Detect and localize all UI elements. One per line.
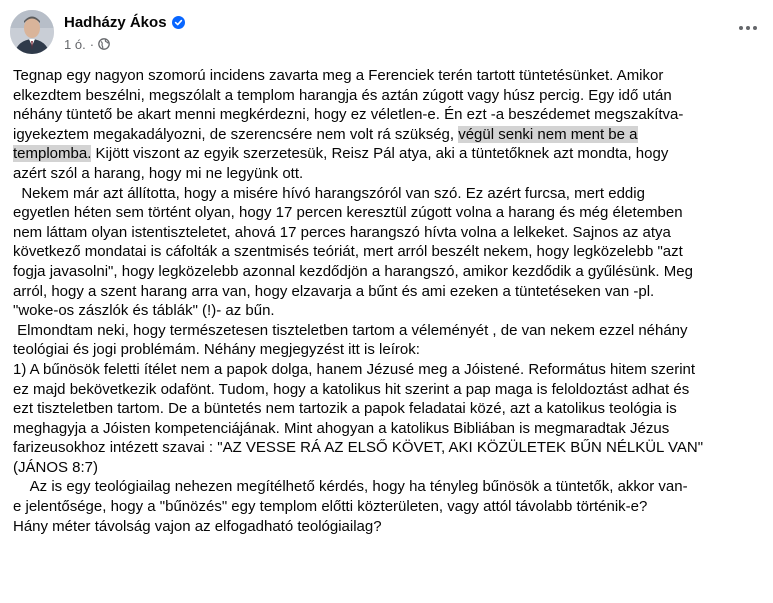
post-text: [13, 66, 765, 536]
post-time[interactable]: 1 ó.: [64, 36, 86, 52]
verified-badge-icon: [172, 16, 185, 29]
highlighted-text: végül senki nem ment be a templomba.: [13, 125, 638, 163]
author-block: [64, 12, 185, 54]
post-meta: [64, 34, 185, 54]
globe-icon: [98, 38, 110, 50]
post-header: [10, 10, 763, 56]
author-name[interactable]: Hadházy Ákos: [64, 13, 167, 31]
post-text-part-2: Kijött viszont az egyik szerzetesük, Reisz Pál atya, aki a tüntetőknek azt mondta, hogy azért szól a harang, hogy mi ne legyünk ott. Nekem már azt állította, hogy a misére hívó harangszóról van szó. Ez azért furcsa, mert eddig egyetlen héten sem történt olyan, hogy 17 percen keresztül zúgott volna a harang és még életemben nem láttam olyan istentiszteletet, ahová 17 perces harangszó hívta volna a lelkeket. Sajnos az atya következő mondatai is cáfolták a szentmisés teóriát, mert arról beszélt nekem, hogy legközelebb "azt fogja javasolni", hogy legközelebb azonnal kezdődjön a harangszó, amikor kezdődik a gyűlésünk. Meg arról, hogy a szent harang arra van, hogy elzavarja a bűnt és ami ezeken a tüntetéseken van -pl. "woke-os zászlók és táblák" (!)- az bűn. Elmondtam neki, hogy természetesen tiszteletben tartom a véleményét , de van nekem ezzel néhány teológiai és jogi problémám. Néhány megjegyzést itt is leírok: 1) A bűnösök feletti ítélet nem a papok dolga, hanem Jézusé meg a Jóistené. Református hitem szerint ez majd bekövetkezik odafönt. Tudom, hogy a katolikus hit szerint a pap maga is feloldoztást adhat és ezt tiszteletben tartom. De a büntetés nem tartozik a papok feladatai közé, azt a katolikus teológia is meghagyja a Jóisten kompetenciájának. Mint ahogyan a katolikus Bibliában is megmaradtak Jézus farizeusokhoz intézett szavai : "AZ VESSE RÁ AZ ELSŐ KÖVET, AKI KÖZÜLETEK BŰN NÉLKÜL VAN" (JÁNOS 8:7) Az is egy teológiailag nehezen megítélhető kérdés, hogy ha tényleg bűnösök a tüntetők, akkor van- e jelentősége, hogy a "bűnözés" egy templom előtti közterületen, vagy attól távolabb történik-e? Hány méter távolság vajon az elfogadható teológiailag?: [13, 145, 704, 535]
avatar[interactable]: [10, 10, 54, 54]
more-options-icon[interactable]: [733, 16, 763, 40]
author-row: [64, 12, 185, 32]
avatar-image: [10, 10, 54, 54]
post-text-part-1: Tegnap egy nagyon szomorú incidens zavarta meg a Ferenciek terén tartott tüntetésünket. Amikor elkezdtem beszélni, megszólalt a templom harangja és aztán zúgott vagy húsz percig. Egy idő után néhány tüntető be akart menni megkérdezni, hogy ez véletlen-e. Én ezt -a beszédemet megszakítva- igyekeztem megakadályozni, de szerencsére nem volt rá szükség,: [13, 67, 684, 143]
meta-separator: ·: [89, 36, 95, 52]
